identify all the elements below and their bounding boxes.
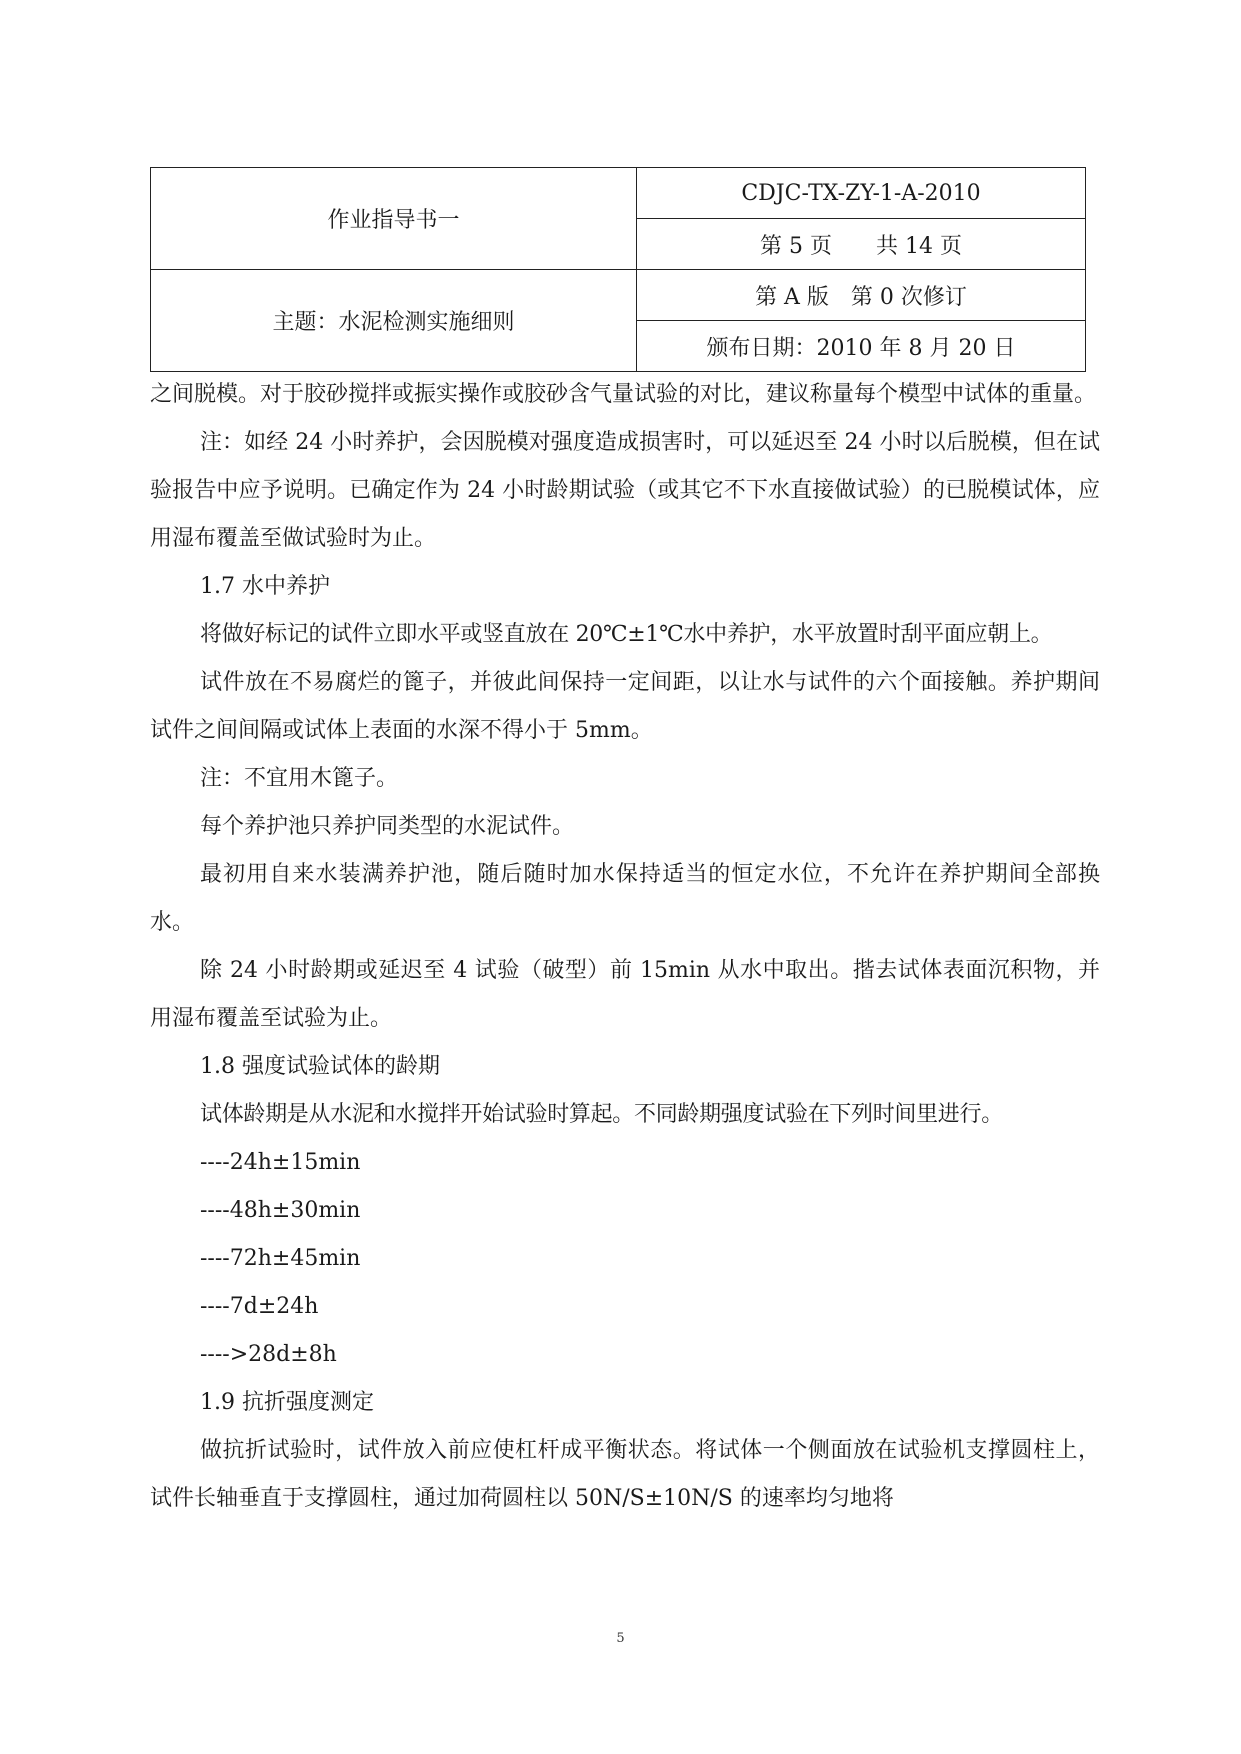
paragraph: 试体龄期是从水泥和水搅拌开始试验时算起。不同龄期强度试验在下列时间里进行。 — [200, 1102, 1003, 1127]
list-item: ---->28d±8h — [200, 1342, 337, 1367]
document-header-table — [150, 167, 1086, 372]
subject-cell: 主题：水泥检测实施细则 — [151, 270, 637, 372]
document-body — [150, 371, 1100, 1523]
paragraph: 之间脱模。对于胶砂搅拌或振实操作或胶砂含气量试验的对比，建议称量每个模型中试体的重量。 — [150, 382, 1097, 407]
section-heading: 1.9 抗折强度测定 — [200, 1390, 374, 1415]
paragraph: 每个养护池只养护同类型的水泥试件。 — [200, 814, 575, 839]
version-cell: 第 A 版 第 0 次修订 — [637, 270, 1086, 321]
doc-type-cell: 作业指导书一 — [151, 168, 637, 270]
paragraph: 除 24 小时龄期或延迟至 4 试验（破型）前 15min 从水中取出。揩去试体表面沉积物，并用湿布覆盖至试验为止。 — [150, 958, 1100, 1031]
page-number: 5 — [616, 1631, 625, 1646]
note-paragraph: 注：如经 24 小时养护，会因脱模对强度造成损害时，可以延迟至 24 小时以后脱模，但在试验报告中应予说明。已确定作为 24 小时龄期试验（或其它不下水直接做试验）的已脱模试体，应用湿布覆盖至做试验时为止。 — [150, 430, 1100, 551]
paragraph: 最初用自来水装满养护池，随后随时加水保持适当的恒定水位，不允许在养护期间全部换水。 — [150, 862, 1100, 935]
doc-code-cell: CDJC-TX-ZY-1-A-2010 — [637, 168, 1086, 219]
page-info-cell: 第 5 页 共 14 页 — [637, 219, 1086, 270]
list-item: ----7d±24h — [200, 1294, 319, 1319]
note-paragraph: 注：不宜用木篦子。 — [200, 766, 399, 791]
paragraph: 将做好标记的试件立即水平或竖直放在 20℃±1℃水中养护，水平放置时刮平面应朝上。 — [200, 622, 1053, 647]
issue-date-cell: 颁布日期：2010 年 8 月 20 日 — [637, 321, 1086, 372]
list-item: ----72h±45min — [200, 1246, 361, 1271]
section-heading: 1.8 强度试验试体的龄期 — [200, 1054, 440, 1079]
paragraph: 试件放在不易腐烂的篦子，并彼此间保持一定间距，以让水与试件的六个面接触。养护期间试件之间间隔或试体上表面的水深不得小于 5mm。 — [150, 670, 1100, 743]
list-item: ----48h±30min — [200, 1198, 361, 1223]
section-heading: 1.7 水中养护 — [200, 574, 330, 599]
paragraph: 做抗折试验时，试件放入前应使杠杆成平衡状态。将试体一个侧面放在试验机支撑圆柱上，试件长轴垂直于支撑圆柱，通过加荷圆柱以 50N/S±10N/S 的速率均匀地将 — [150, 1438, 1100, 1511]
list-item: ----24h±15min — [200, 1150, 361, 1175]
